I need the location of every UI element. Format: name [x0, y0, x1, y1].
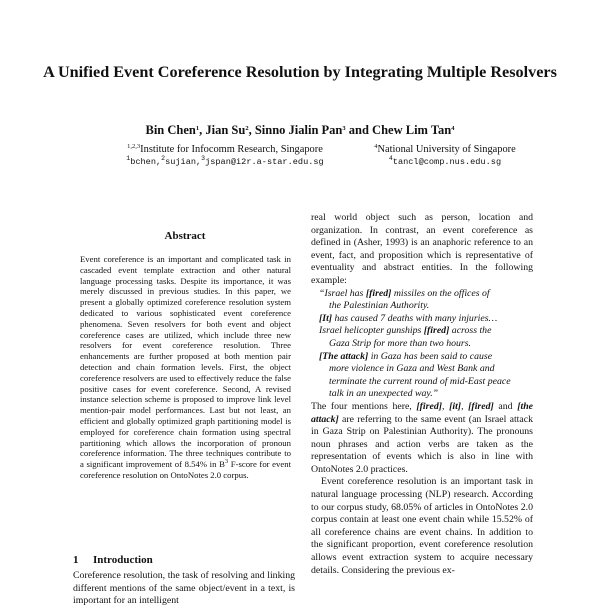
example-line	[319, 288, 533, 301]
email-mark: 2	[161, 155, 166, 162]
example-line	[319, 313, 533, 326]
author-separator: and	[345, 123, 373, 137]
institution-line	[355, 143, 535, 156]
example-line: terminate the current round of mid-East peace	[329, 375, 511, 387]
intro-paragraph: Coreference resolution, the task of resolving and linking different mentions of the same object/event in a text, is important for an intelligent	[73, 570, 295, 607]
paragraph-text: and	[493, 400, 518, 412]
institution-name: Institute for Infocomm Research, Singapore	[140, 144, 323, 155]
abstract-sup: 3	[224, 458, 229, 466]
example-line: the Palestinian Authority.	[329, 300, 430, 312]
email-text: jspan@i2r.a-star.edu.sg	[205, 157, 324, 167]
author-affil-mark: 1	[195, 125, 200, 132]
email-line	[95, 156, 355, 169]
email-mark: 1	[126, 155, 131, 162]
email-text: bchen,	[130, 157, 162, 167]
author-list	[40, 123, 560, 138]
event-mention: [fired]	[468, 400, 494, 412]
paper-title: A Unified Event Coreference Resolution by Integrating Multiple Resolvers	[43, 63, 557, 81]
section-heading	[73, 554, 153, 566]
email-line	[355, 156, 535, 169]
email-text: tancl@comp.nus.edu.sg	[392, 157, 502, 167]
abstract-text-end: F-score for event coreference resolution on OntoNotes 2.0 corpus.	[80, 459, 291, 480]
section-title: Introduction	[93, 554, 153, 566]
author-name: Bin Chen	[145, 123, 196, 137]
example-line	[319, 351, 533, 364]
event-mention: [fired]	[416, 400, 442, 412]
paragraph-text: ,	[461, 400, 469, 412]
example-line	[319, 325, 533, 338]
author-name: Sinno Jialin Pan	[254, 123, 343, 137]
abstract-text: Event coreference is an important and complicated task in cascaded event template extraction and other natural language processing tasks. Despite its importance, it was merely discussed in previous studies. In this paper, we present a globally optimized coreference resolution system dedicated to various sophisticated event coreference phenomena. Seven resolvers for both event and object coreference cases are utilized, which include three new resolvers for event coreference resolution. Three enhancements are further proposed at both mention pair detection and chain formation levels. First, the object coreference resolvers are used to effectively reduce the false positive cases for event coreference. Second, A revised instance selection scheme is proposed to improve link level mention-pair model performances. Last but not least, an efficient and globally optimized graph partitioning model is employed for coreference chain formation using spectral partitioning which allows the incorporation of pronoun coreference information. The three techniques contribute to a significant improvement of 8.54% in B	[80, 254, 291, 470]
author-separator: ,	[248, 123, 255, 137]
abstract-body	[80, 254, 291, 481]
email-mark: 4	[388, 155, 393, 162]
event-mention: [It]	[319, 312, 333, 324]
example-text: Israel helicopter gunships	[319, 325, 424, 337]
example-line: more violence in Gaza and West Bank and	[329, 363, 495, 375]
affil-mark: 1,2,3	[127, 143, 141, 150]
author-affil-mark: 2	[245, 125, 249, 132]
author-affil-mark: 3	[342, 125, 346, 132]
example-text: in Gaza has been said to cause	[368, 350, 493, 362]
affiliation-left	[95, 143, 355, 169]
email-text: sujian,	[165, 157, 202, 167]
example-text: across the	[449, 325, 492, 337]
example-line: Gaza Strip for more than two hours.	[329, 337, 471, 349]
example-text: has caused 7 deaths with many injuries…	[332, 312, 498, 324]
institution-line	[95, 143, 355, 156]
example-quote	[311, 288, 533, 401]
right-column	[311, 212, 533, 577]
example-line: talk in an unexpected way.”	[329, 388, 439, 400]
abstract-heading: Abstract	[164, 230, 206, 242]
event-mention: [The attack]	[319, 350, 369, 362]
paragraph: Event coreference resolution is an important task in natural language processing (NLP) research. According to our corpus study, 68.05% of articles in OntoNotes 2.0 corpus contain at least one event chain while 15.52% of all coreference chains are event chains. In addition to the significant proportion, event coreference resolution allows event extraction system to acquire necessary details. Considering the previous ex-	[311, 476, 533, 576]
author-affil-mark: 4	[451, 125, 455, 132]
example-text: “Israel has	[319, 287, 366, 299]
email-mark: 3	[201, 155, 206, 162]
event-mention: [the attack]	[311, 400, 533, 425]
author-name: Chew Lim Tan	[372, 123, 452, 137]
paragraph-text: The four mentions here,	[311, 400, 417, 412]
author-separator: ,	[199, 123, 206, 137]
section-number: 1	[73, 554, 79, 566]
affil-mark: 4	[374, 143, 378, 150]
paragraph-text: are referring to the same event (an Israel attack in Gaza Strip on Palestinian Authority). The pronouns noun phrases and action verbs are taken as the representation of events which is also in line with OntoNotes 2.0 practices.	[311, 413, 533, 475]
paragraph	[311, 401, 533, 477]
event-mention: [fired]	[423, 325, 450, 337]
event-mention: [fired]	[365, 287, 392, 299]
author-name: Jian Su	[205, 123, 246, 137]
paragraph: real world object such as person, location and organization. In contrast, an event coreference as defined in (Asher, 1993) is an anaphoric reference to an event, fact, and proposition which is representative of eventuality and abstract entities. In the following example:	[311, 212, 533, 286]
paragraph-text: ,	[441, 400, 450, 412]
institution-name: National University of Singapore	[377, 144, 516, 155]
affiliation-right	[355, 143, 535, 169]
event-mention: [it]	[449, 400, 462, 412]
example-text: missiles on the offices of	[391, 287, 490, 299]
